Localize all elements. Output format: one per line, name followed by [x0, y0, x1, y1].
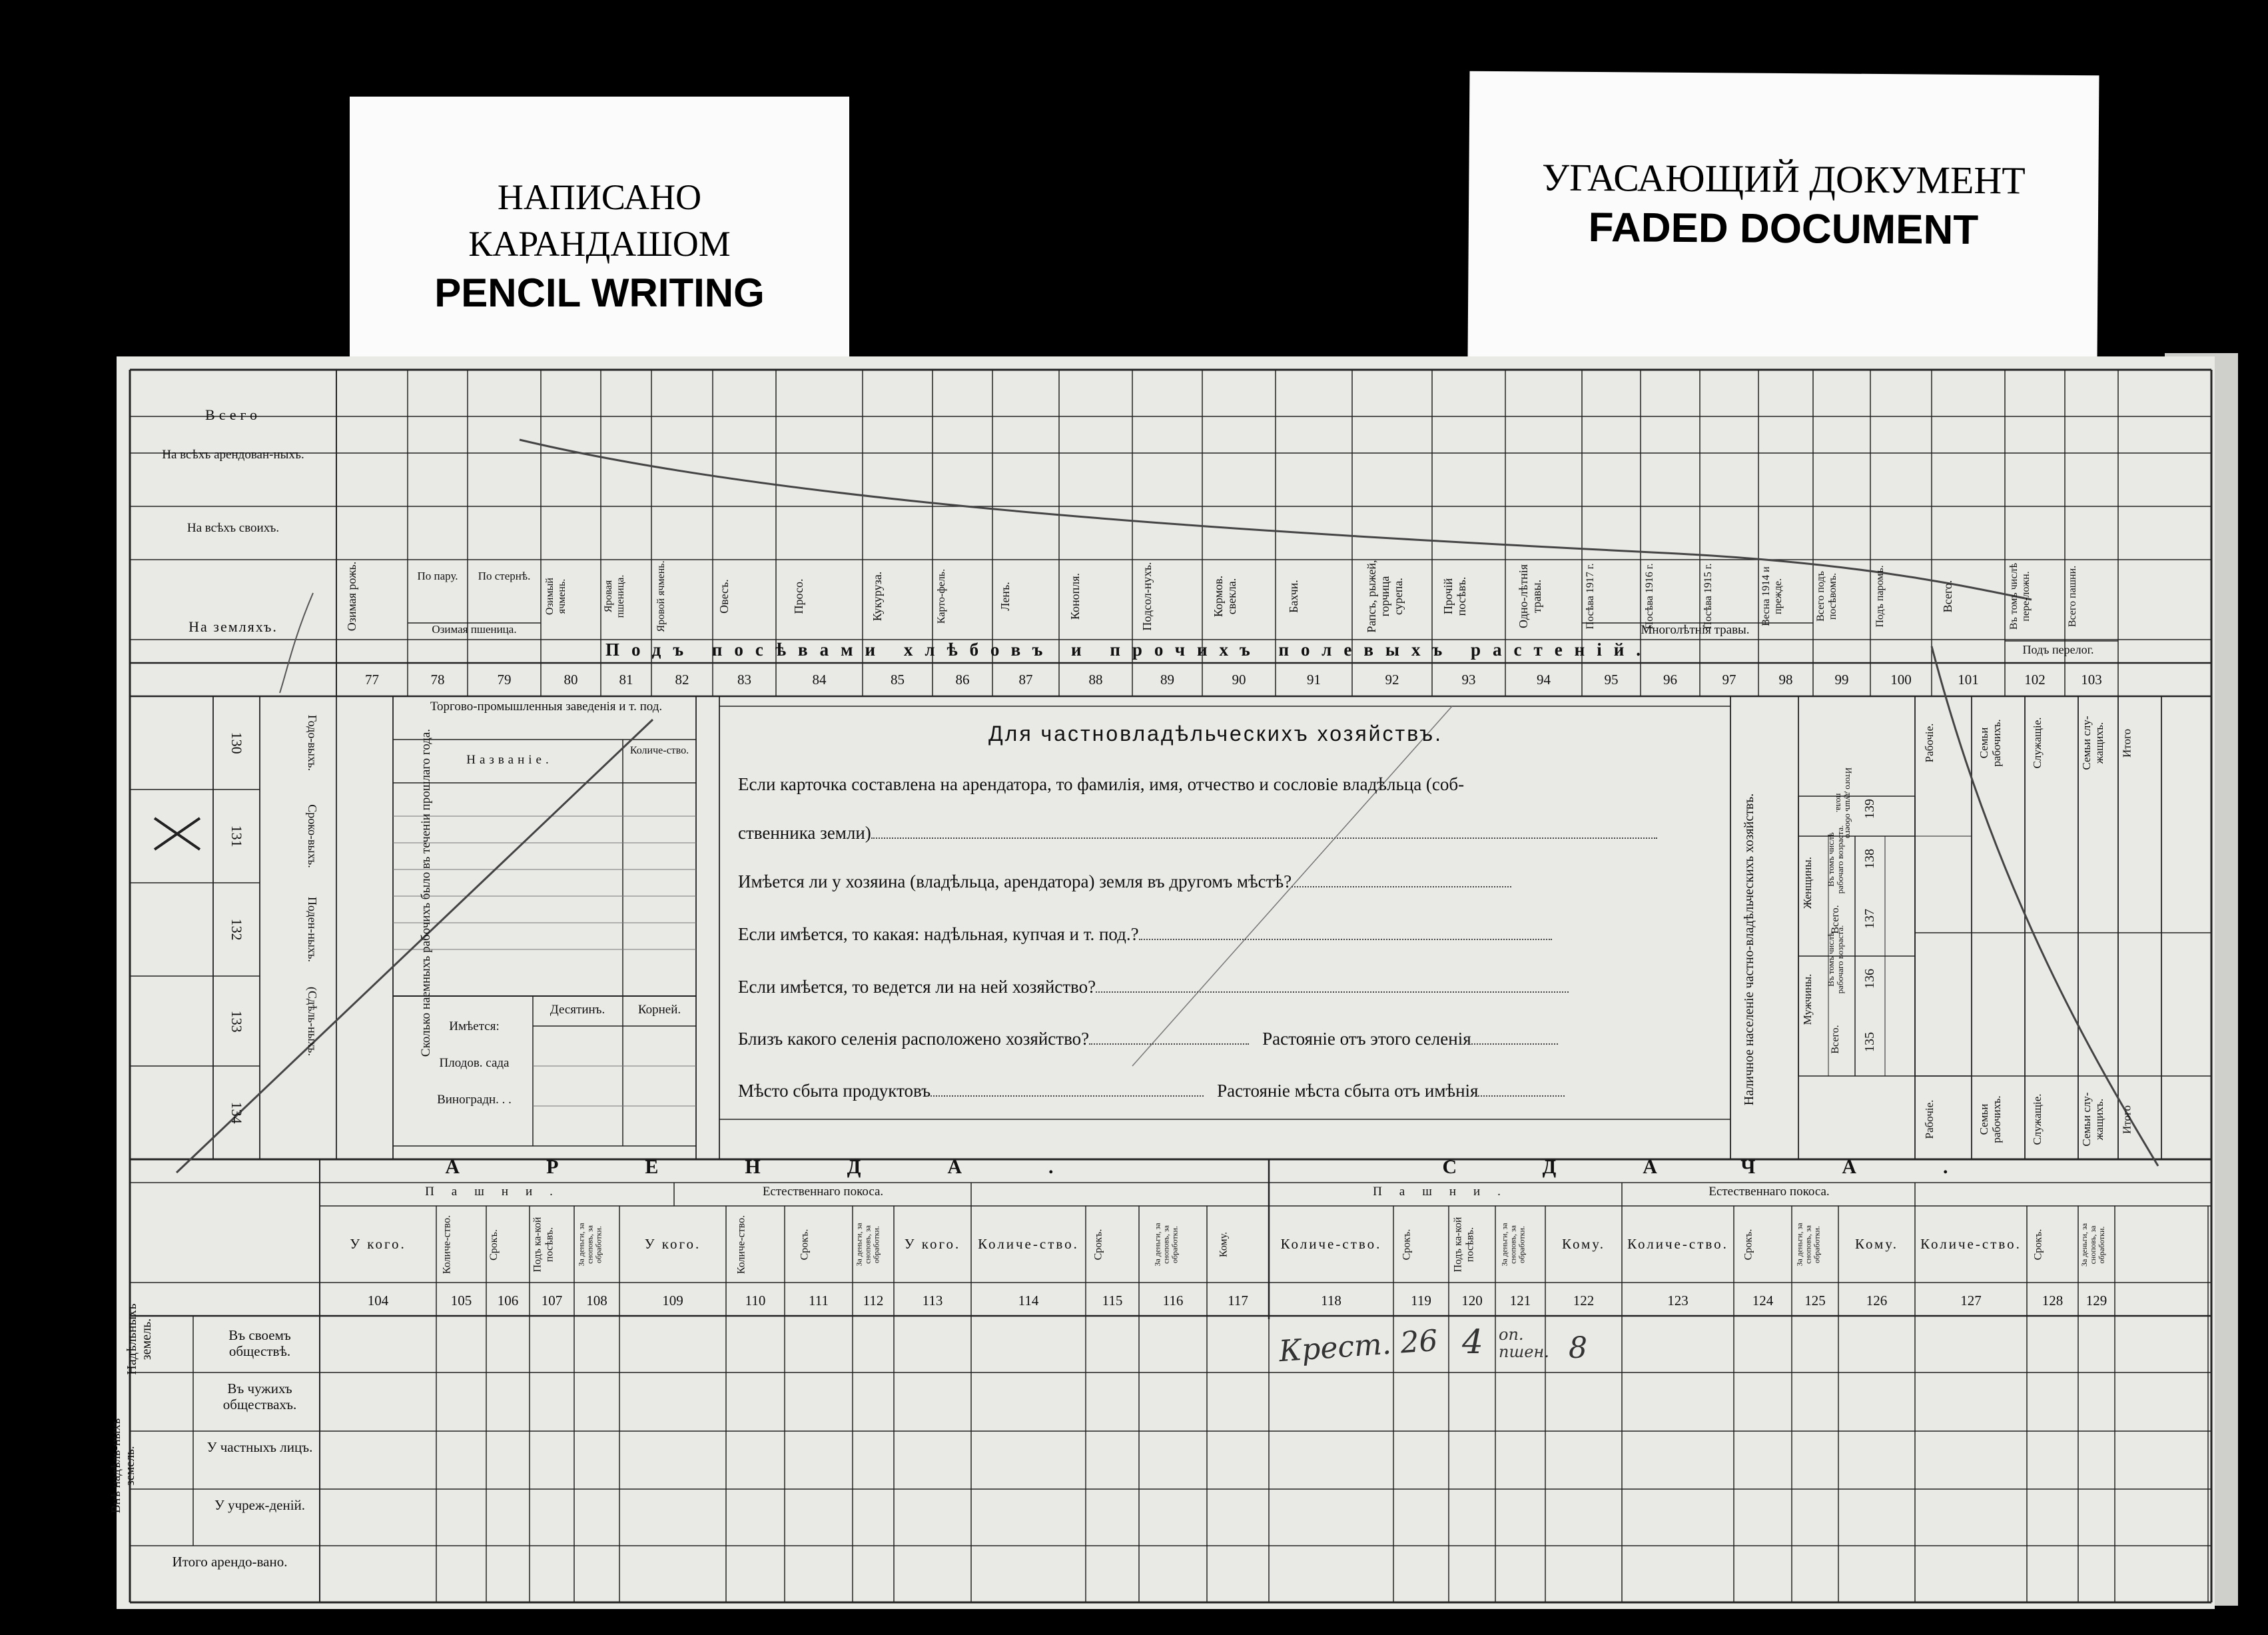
private-farms-title: Для частновладѣльческихъ хозяйствъ. — [988, 722, 1443, 746]
top-col-header: Всего пашни. — [2067, 565, 2078, 628]
top-col-number: 91 — [1307, 672, 1321, 688]
bottom-col-number: 115 — [1102, 1293, 1123, 1309]
row-private-persons: У частныхъ лицъ. — [206, 1439, 313, 1455]
bottom-col-header: За деньги, за сноповъ, за обработки. — [2079, 1223, 2107, 1267]
bottom-col-header: У кого. — [350, 1236, 406, 1252]
winter-wheat-label: Озимая пшеница. — [432, 623, 517, 636]
population-label: Наличное населенiе частно-владѣльческихъ хозяйствъ. — [1742, 793, 1756, 1106]
sdacha-title: СДАЧА. — [1442, 1156, 2035, 1178]
row-own-community: Въ своемъ обществѣ. — [228, 1327, 291, 1360]
population-col-number: 137 — [1862, 909, 1877, 929]
trade-qty-header: Количе-ство. — [629, 745, 689, 756]
top-col-number: 98 — [1778, 672, 1793, 688]
top-col-number: 80 — [564, 672, 578, 688]
top-col-header: Кормов. свекла. — [1212, 575, 1238, 618]
top-col-number: 77 — [365, 672, 379, 688]
bottom-col-header: Кому. — [1218, 1231, 1230, 1258]
top-col-number: 96 — [1663, 672, 1677, 688]
top-col-header: Рапсъ, рыжей, горчица сурепа. — [1365, 560, 1405, 633]
top-col-header: Всего подъ посѣвомъ. — [1815, 571, 1838, 622]
bottom-col-number: 121 — [1509, 1293, 1531, 1309]
bottom-col-header: Количе-ство. — [1627, 1236, 1728, 1252]
row-total-rented: Итого арендо-вано. — [172, 1554, 288, 1570]
arenda-pokos: Естественнаго покоса. — [762, 1185, 884, 1199]
top-col-number: 95 — [1604, 672, 1619, 688]
top-col-header: Одно-лѣтнiя травы. — [1516, 564, 1543, 629]
trade-title: Торгово-промышленныя заведенiя и т. под. — [430, 700, 663, 714]
top-col-header: Просо. — [792, 578, 805, 614]
top-col-number: 94 — [1537, 672, 1551, 688]
bottom-col-header: За деньги, за сноповъ, за обработки. — [854, 1223, 881, 1267]
top-col-header: Ленъ. — [998, 582, 1012, 611]
question-2: Имѣется ли у хозяина (владѣльца, арендатора) земля въ другомъ мѣстѣ? — [738, 871, 1511, 892]
question-1a: Если карточка составлена на арендатора, то фамилiя, имя, отчество и сословiе владѣльца (соб- — [738, 774, 1465, 794]
top-col-number: 79 — [497, 672, 512, 688]
bottom-col-number: 123 — [1667, 1293, 1689, 1309]
arenda-title: АРЕНДА. — [445, 1156, 1140, 1178]
bottom-col-number: 111 — [809, 1293, 829, 1309]
handwritten-terms: 8 — [1569, 1331, 1587, 1365]
bottom-col-number: 120 — [1461, 1293, 1483, 1309]
right-bottom-col-label: Итого — [2120, 1105, 2133, 1134]
bottom-col-header: Срокъ. — [2032, 1229, 2044, 1261]
hired-col-number: 132 — [228, 918, 246, 941]
top-col-number: 102 — [2024, 672, 2046, 688]
top-col-header: Карто-фель. — [936, 568, 947, 624]
top-col-number: 99 — [1834, 672, 1849, 688]
top-col-number: 84 — [812, 672, 827, 688]
top-col-number: 92 — [1385, 672, 1399, 688]
bottom-col-number: 107 — [541, 1293, 563, 1309]
bottom-col-number: 118 — [1321, 1293, 1341, 1309]
bottom-col-header: За деньги, за сноповъ, за обработки. — [1499, 1223, 1527, 1267]
bottom-col-header: Срокъ. — [1742, 1229, 1754, 1261]
bottom-col-header: За деньги, за сноповъ, за обработки. — [1152, 1223, 1180, 1267]
hired-col-number: 130 — [228, 732, 246, 754]
bottom-col-header: Количе-ство. — [1920, 1236, 2022, 1252]
top-col-number: 85 — [891, 672, 905, 688]
bottom-col-number: 105 — [450, 1293, 472, 1309]
top-col-header: Въ томъ числѣ пере-ложн. — [2008, 562, 2032, 630]
bottom-col-header: Количе-ство. — [441, 1215, 453, 1275]
bottom-col-header: Подъ ка-кой посѣвъ. — [1452, 1217, 1475, 1273]
bottom-col-number: 112 — [863, 1293, 884, 1309]
top-col-number: 78 — [430, 672, 445, 688]
top-col-header: По стернѣ. — [478, 570, 531, 582]
women-workers-label: Въ томъ числѣ рабочаго возраста. — [1826, 825, 1846, 894]
top-col-number: 86 — [955, 672, 970, 688]
hired-col-label: Поден-ныхъ. — [306, 896, 319, 963]
row-total-label: Всего — [205, 406, 261, 423]
bottom-col-number: 129 — [2085, 1293, 2107, 1309]
row-rented-label: На всѣхъ арендован-ныхъ. — [162, 448, 304, 462]
hired-col-number: 133 — [228, 1010, 246, 1033]
bottom-col-header: Срокъ. — [1092, 1229, 1104, 1261]
bottom-col-header: За деньги, за сноповъ, за обработки. — [576, 1223, 603, 1267]
top-col-header: Прочiй посѣвъ. — [1441, 576, 1468, 616]
top-col-header: Всего. — [1941, 580, 1954, 613]
crops-band-title: Подъ посѣвами хлѣбовъ и прочихъ полевыхъ растенiй. — [605, 640, 1653, 660]
arenda-pashni: Пашни. — [425, 1185, 570, 1199]
bottom-col-number: 113 — [922, 1293, 943, 1309]
bottom-col-header: Подъ ка-кой посѣвъ. — [532, 1217, 556, 1273]
bottom-col-number: 127 — [1960, 1293, 1982, 1309]
right-bottom-col-label: Рабочiе. — [1922, 1099, 1936, 1139]
bottom-col-header: Кому. — [1855, 1236, 1898, 1252]
right-bottom-col-label: Семьи слу-жащихъ. — [2080, 1092, 2105, 1147]
top-col-header: Овесъ. — [717, 579, 731, 614]
top-col-header: Подъ паромъ. — [1874, 565, 1886, 628]
bottom-col-header: У кого. — [904, 1236, 961, 1252]
bottom-col-number: 116 — [1162, 1293, 1184, 1309]
bottom-col-number: 124 — [1752, 1293, 1774, 1309]
note-line-2: КАРАНДАШОМ — [468, 224, 731, 264]
hired-col-number: 131 — [228, 825, 246, 847]
right-bottom-col-label: Служащiе. — [2031, 1093, 2044, 1145]
top-col-header: Подсол-нухъ. — [1140, 562, 1154, 631]
desyatin-header: Десятинъ. — [550, 1003, 605, 1017]
top-col-header: Посѣва 1915 г. — [1702, 563, 1714, 630]
pencil-tick — [280, 593, 313, 693]
right-top-col-label: Служащiе. — [2031, 717, 2044, 769]
right-bottom-col-label: Семьи рабочихъ. — [1978, 1095, 2003, 1143]
note-line-1: НАПИСАНО — [497, 177, 702, 217]
men-label: Мужчины. — [1801, 973, 1814, 1025]
right-top-col-label: Рабочiе. — [1922, 723, 1936, 763]
top-col-header: Яровой ячмень. — [655, 560, 667, 632]
top-col-number: 97 — [1722, 672, 1736, 688]
trade-name-header: Названiе. — [466, 753, 553, 767]
question-4: Если имѣется, то ведется ли на ней хозяйство? — [738, 977, 1569, 997]
top-col-header: Бахчи. — [1286, 580, 1300, 613]
korney-header: Корней. — [637, 1003, 681, 1017]
top-col-number: 103 — [2081, 672, 2102, 688]
handwritten-qty: 4 — [1462, 1323, 1483, 1361]
sdacha-pashni: Пашни. — [1373, 1185, 1518, 1199]
top-col-header: Яровая пшеница. — [603, 574, 626, 618]
top-col-number: 90 — [1232, 672, 1246, 688]
top-col-number: 88 — [1088, 672, 1103, 688]
bottom-col-number: 117 — [1228, 1293, 1248, 1309]
question-5: Близъ какого селенiя расположено хозяйство? Растоянiе отъ этого селенiя — [738, 1029, 1558, 1049]
bottom-col-number: 108 — [586, 1293, 607, 1309]
note-line-1: УГАСАЮЩИЙ ДОКУМЕНТ — [1541, 155, 2026, 203]
bottom-col-header: Количе-ство. — [1280, 1236, 1382, 1252]
note-line-2: FADED DOCUMENT — [1588, 204, 1979, 254]
top-col-number: 87 — [1018, 672, 1033, 688]
top-col-number: 93 — [1461, 672, 1476, 688]
top-col-header: Посѣва 1917 г. — [1585, 563, 1596, 630]
top-col-header: Конопля. — [1068, 572, 1082, 620]
row-own-label: На всѣхъ своихъ. — [187, 521, 280, 535]
top-col-header: Посѣва 1916 г. — [1643, 563, 1655, 630]
row-institutions: У учреж-денiй. — [214, 1497, 306, 1513]
men-total-label: Всего. — [1830, 1025, 1841, 1054]
bottom-col-number: 109 — [662, 1293, 683, 1309]
bottom-col-number: 122 — [1573, 1293, 1595, 1309]
bottom-col-header: За деньги, за сноповъ, за обработки. — [1794, 1223, 1822, 1267]
men-workers-label: Въ томъ числѣ рабочаго возраста. — [1826, 925, 1846, 994]
question-3: Если имѣется, то какая: надѣльная, купчая и т. под.? — [738, 924, 1552, 945]
question-6: Мѣсто сбыта продуктовъ Растоянiе мѣста сбыта отъ имѣнiя — [738, 1081, 1565, 1101]
top-col-number: 89 — [1160, 672, 1174, 688]
row-lands-label: На земляхъ. — [189, 618, 278, 635]
bottom-col-header: Срокъ. — [1401, 1229, 1413, 1261]
row-other-communities: Въ чужихъ обществахъ. — [222, 1380, 297, 1413]
bottom-col-number: 114 — [1018, 1293, 1039, 1309]
women-label: Женщины. — [1801, 857, 1814, 909]
handwritten-who: Крест. 26 — [1278, 1323, 1439, 1369]
hired-col-label: (Сдѣль-ныхъ. — [306, 986, 319, 1056]
bottom-col-number: 119 — [1411, 1293, 1431, 1309]
right-top-col-label: Итого — [2120, 728, 2133, 758]
right-top-col-label: Семьи рабочихъ. — [1978, 719, 2003, 767]
hired-col-number: 134 — [228, 1101, 246, 1124]
top-col-header: Озимый ячмень. — [544, 578, 567, 615]
fallow-label: Подъ перелог. — [2022, 643, 2094, 656]
population-col-number: 136 — [1862, 969, 1877, 989]
vne-nadel-group-label: Внѣ надѣль-ныхъ земель. — [109, 1418, 137, 1514]
bottom-col-header: Количе-ство. — [735, 1215, 747, 1275]
cross-mark — [155, 818, 200, 849]
bottom-col-number: 128 — [2042, 1293, 2064, 1309]
question-1b: ственника земли) — [738, 823, 1657, 843]
top-col-header: По пару. — [417, 570, 458, 582]
bottom-col-number: 126 — [1866, 1293, 1888, 1309]
vineyard-label: Виноградн. . . — [437, 1093, 512, 1107]
top-col-number: 81 — [619, 672, 633, 688]
bottom-col-header: Кому. — [1562, 1236, 1605, 1252]
top-col-number: 82 — [675, 672, 689, 688]
top-col-header: Озимая рожь. — [344, 561, 358, 632]
bottom-col-header: Количе-ство. — [978, 1236, 1079, 1252]
right-top-col-label: Семьи слу-жащихъ. — [2080, 716, 2105, 770]
total-both-sexes-label: Итого душъ обоего пола. — [1834, 767, 1854, 839]
bottom-col-number: 104 — [367, 1293, 389, 1309]
bottom-col-number: 106 — [497, 1293, 519, 1309]
have-label: Имѣется: — [449, 1019, 500, 1033]
sdacha-pokos: Естественнаго покоса. — [1708, 1185, 1830, 1199]
population-col-number: 139 — [1862, 799, 1877, 819]
women-total-label: Всего. — [1830, 905, 1841, 934]
top-col-number: 83 — [737, 672, 751, 688]
hired-workers-label: Сколько наемныхъ рабочихъ было въ теченiи прошлаго года. — [419, 728, 433, 1057]
note-line-3: PENCIL WRITING — [434, 271, 765, 315]
top-col-header: Кукуруза. — [870, 571, 884, 622]
orchard-label: Плодов. сада — [439, 1056, 510, 1070]
population-col-number: 135 — [1862, 1032, 1877, 1052]
bottom-col-number: 110 — [745, 1293, 766, 1309]
handwritten-crop: оп. пшен. — [1499, 1325, 1549, 1362]
nadel-group-label: Надѣльныхъ земель. — [125, 1303, 154, 1375]
top-col-number: 101 — [1958, 672, 1979, 688]
hired-col-label: Годо-выхъ. — [306, 714, 319, 772]
top-col-number: 100 — [1890, 672, 1912, 688]
bottom-col-header: У кого. — [644, 1236, 701, 1252]
top-col-header: Весна 1914 и прежде. — [1760, 566, 1784, 626]
hired-col-label: Сроко-выхъ. — [306, 804, 319, 868]
bottom-col-number: 125 — [1804, 1293, 1826, 1309]
population-col-number: 138 — [1862, 849, 1877, 869]
bottom-col-header: Срокъ. — [799, 1229, 810, 1261]
bottom-col-header: Срокъ. — [488, 1229, 500, 1261]
perennial-grass-label: Многолѣтнiя травы. — [1641, 623, 1750, 637]
